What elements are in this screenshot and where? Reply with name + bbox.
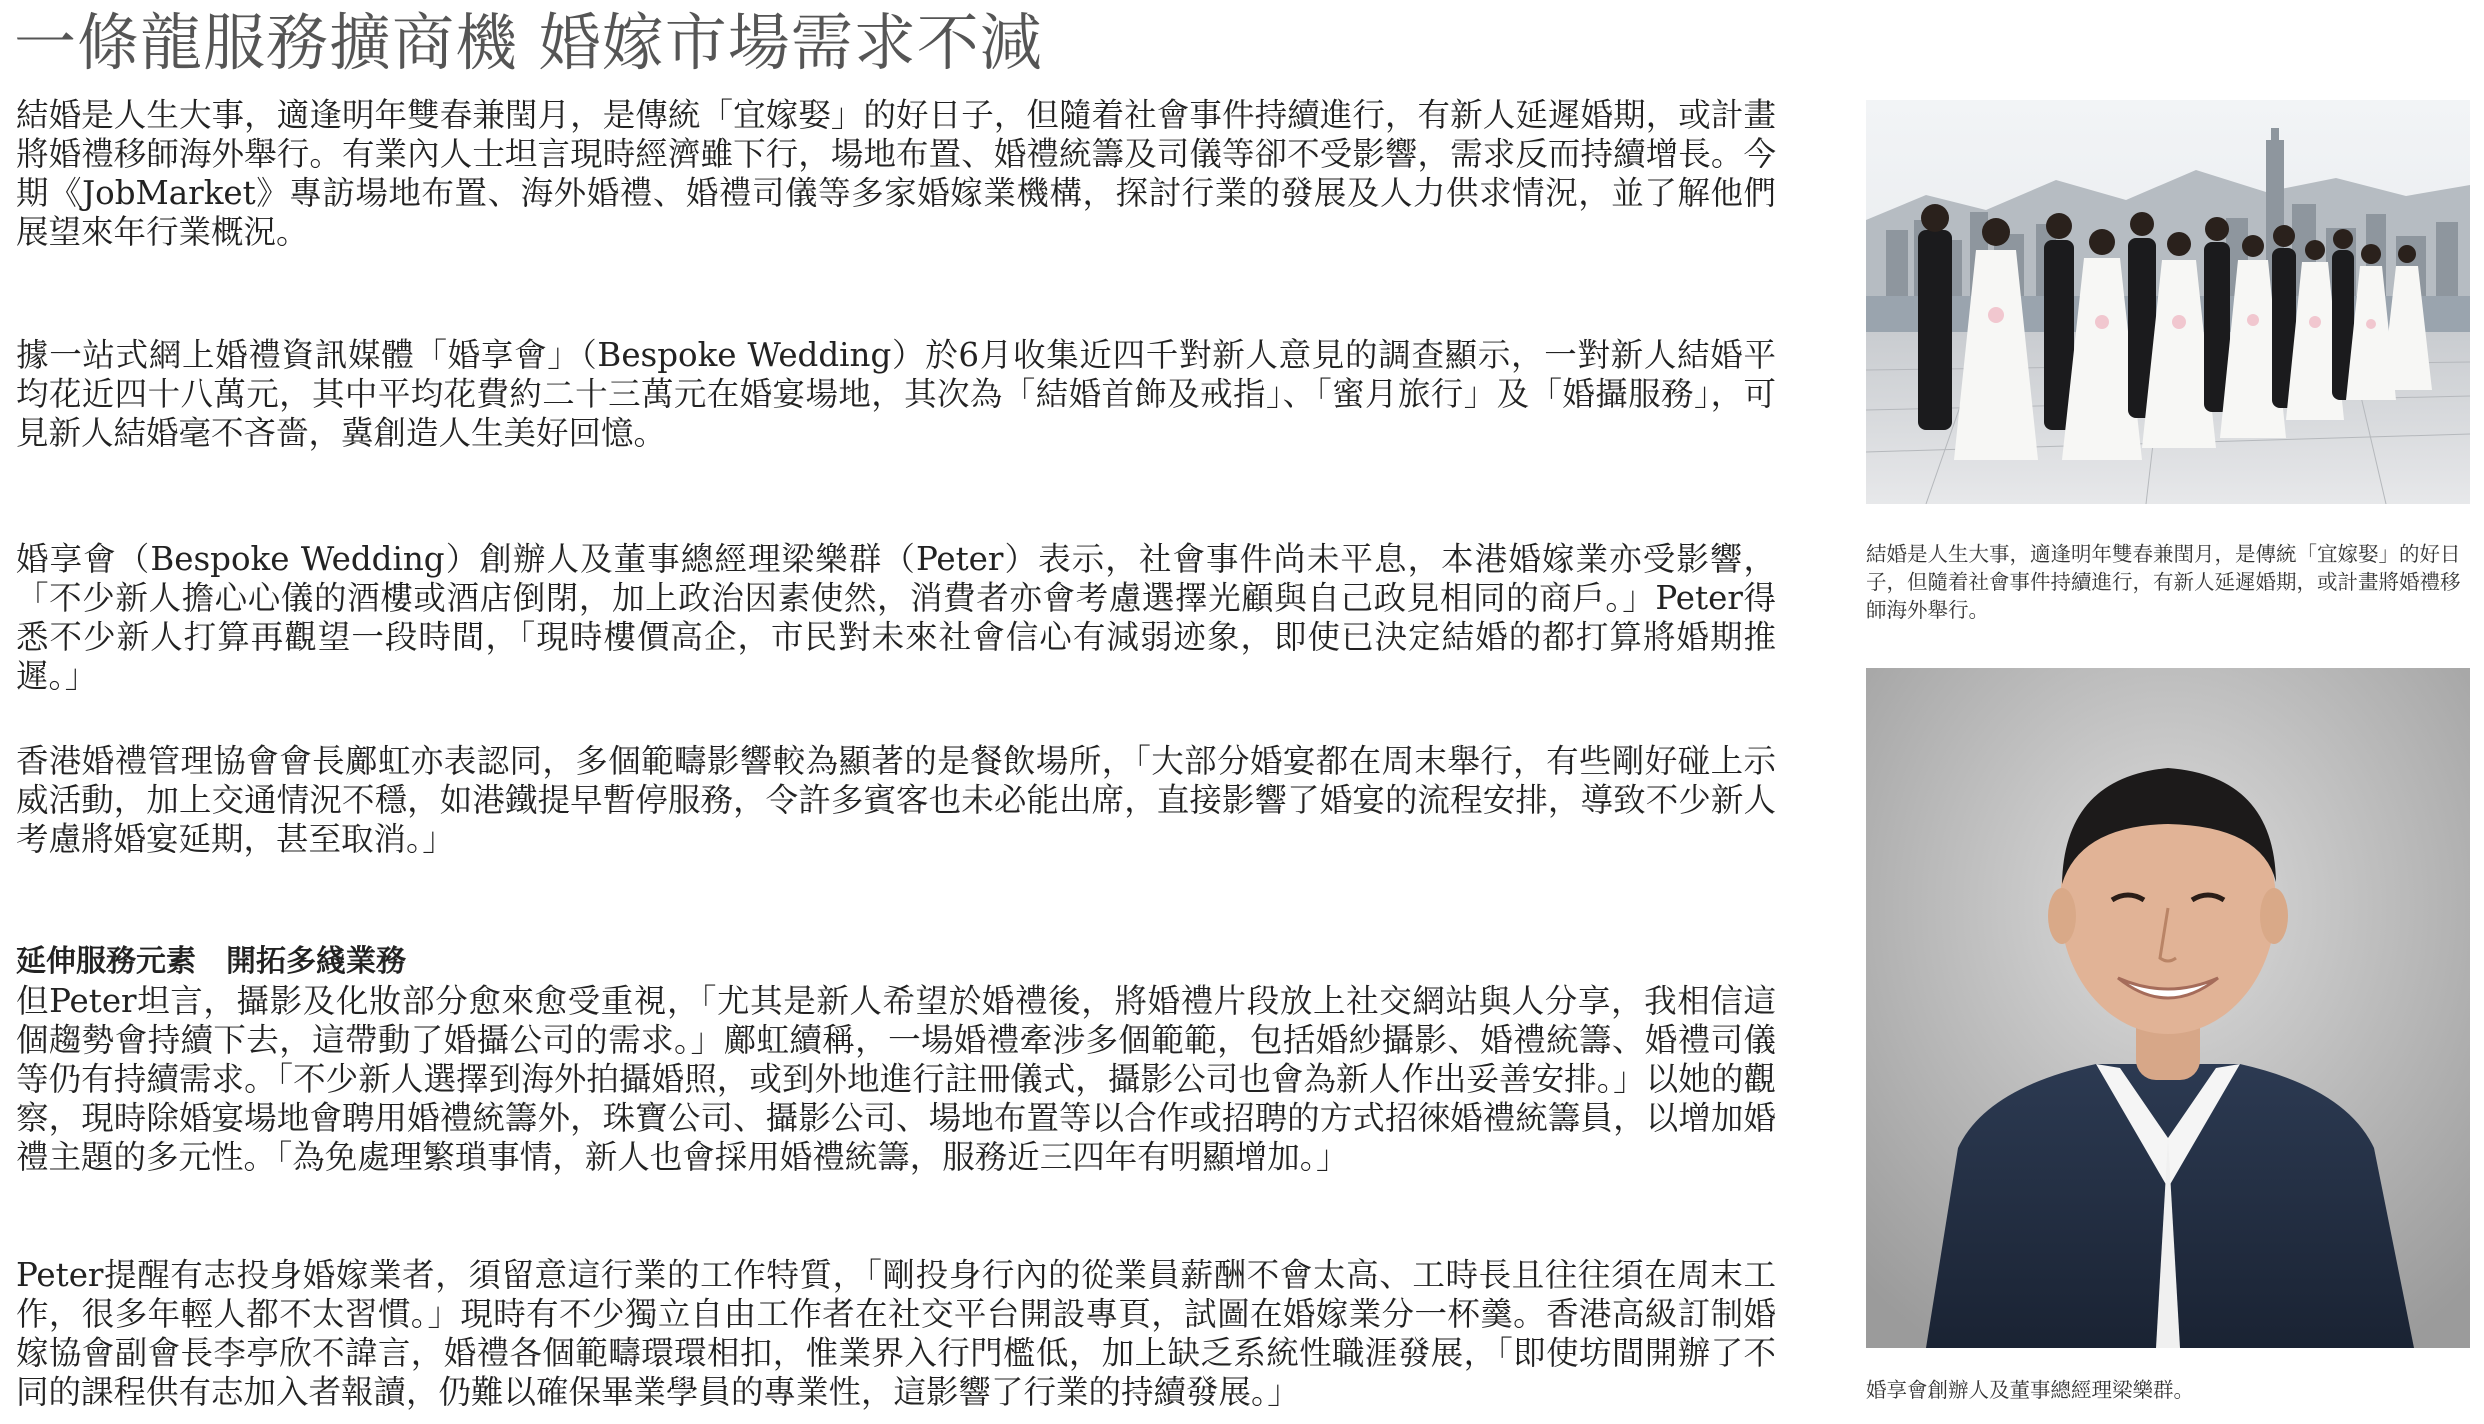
section-extended-services [16, 942, 1776, 1177]
paragraph-intro [16, 96, 1776, 252]
paragraph-text: Peter提醒有志投身婚嫁業者，須留意這行業的工作特質，「剛投身行內的從業員薪酬不會太高、工時長且往往須在周末工作，很多年輕人都不太習慣。」現時有不少獨立自由工作者在社交平台開設專頁，試圖在婚嫁業分一杯羹。香港高級訂制婚嫁協會副會長李亭欣不諱言，婚禮各個範疇環環相扣，惟業界入行門檻低，加上缺乏系統性職涯發展，「即使坊間開辦了不同的課程供有志加入者報讀，仍難以確保畢業學員的專業性，這影響了行業的持續發展。」 [16, 1256, 1776, 1411]
section-subheading: 延伸服務元素 開拓多綫業務 [16, 944, 406, 979]
paragraph-text: 香港婚禮管理協會會長鄺虹亦表認同，多個範疇影響較為顯著的是餐飲場所，「大部分婚宴都在周末舉行，有些剛好碰上示威活動，加上交通情況不穩，如港鐵提早暫停服務，令許多賓客也未必能出席，直接影響了婚宴的流程安排，導致不少新人考慮將婚宴延期，甚至取消。」 [16, 742, 1776, 858]
paragraph-peter-impact [16, 540, 1776, 696]
paragraph-text: 結婚是人生大事，適逢明年雙春兼閏月，是傳統「宜嫁娶」的好日子，但隨着社會事件持續進行，有新人延遲婚期，或計畫將婚禮移師海外舉行。有業內人士坦言現時經濟雖下行，場地布置、婚禮統籌及司儀等卻不受影響，需求反而持續增長。今期《JobMarket》專訪場地布置、海外婚禮、婚禮司儀等多家婚嫁業機構，探討行業的發展及人力供求情況，並了解他們展望來年行業概況。 [16, 96, 1776, 251]
paragraph-association [16, 742, 1776, 859]
paragraph-survey [16, 336, 1776, 453]
paragraph-career-advice [16, 1256, 1776, 1412]
portrait-photo [1866, 668, 2470, 1348]
article-headline: 一條龍服務擴商機 婚嫁市場需求不減 [14, 6, 1043, 79]
photo-caption-portrait: 婚享會創辦人及董事總經理梁樂群。 [1866, 1378, 2194, 1402]
wedding-group-photo [1866, 100, 2470, 504]
photo-caption-wedding: 結婚是人生大事，適逢明年雙春兼閏月，是傳統「宜嫁娶」的好日子，但隨着社會事件持續進行，有新人延遲婚期，或計畫將婚禮移師海外舉行。 [1866, 542, 2461, 622]
paragraph-text: 據一站式網上婚禮資訊媒體「婚享會」（Bespoke Wedding）於6月收集近四千對新人意見的調查顯示，一對新人結婚平均花近四十八萬元，其中平均花費約二十三萬元在婚宴場地，其次為「結婚首飾及戒指」、「蜜月旅行」及「婚攝服務」，可見新人結婚毫不吝嗇，冀創造人生美好回憶。 [16, 336, 1776, 452]
paragraph-text: 婚享會（Bespoke Wedding）創辦人及董事總經理梁樂群（Peter）表示，社會事件尚未平息，本港婚嫁業亦受影響，「不少新人擔心心儀的酒樓或酒店倒閉，加上政治因素使然，消費者亦會考慮選擇光顧與自己政見相同的商戶。」Peter得悉不少新人打算再觀望一段時間，「現時樓價高企，市民對未來社會信心有減弱迹象，即使已決定結婚的都打算將婚期推遲。」 [16, 540, 1776, 695]
paragraph-text: 但Peter坦言，攝影及化妝部分愈來愈受重視，「尤其是新人希望於婚禮後，將婚禮片段放上社交網站與人分享，我相信這個趨勢會持續下去，這帶動了婚攝公司的需求。」鄺虹續稱，一場婚禮牽涉多個範範，包括婚紗攝影、婚禮統籌、婚禮司儀等仍有持續需求。「不少新人選擇到海外拍攝婚照，或到外地進行註冊儀式，攝影公司也會為新人作出妥善安排。」以她的觀察，現時除婚宴場地會聘用婚禮統籌外，珠寶公司、攝影公司、場地布置等以合作或招聘的方式招徠婚禮統籌員，以增加婚禮主題的多元性。「為免處理繁瑣事情，新人也會採用婚禮統籌，服務近三四年有明顯增加。」 [16, 982, 1776, 1176]
